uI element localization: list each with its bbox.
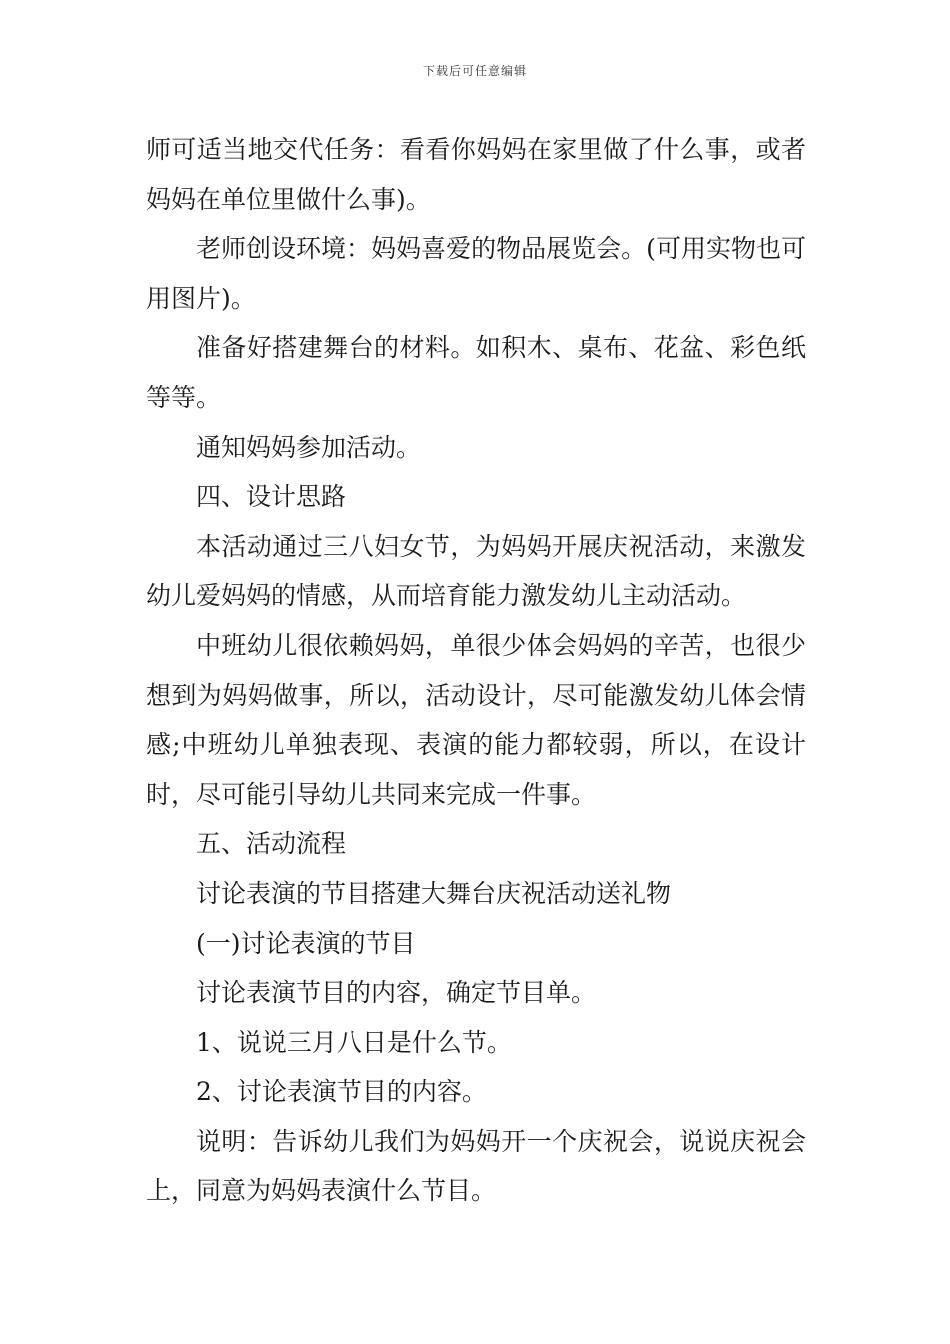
section-heading-process: 五、活动流程 xyxy=(196,829,347,859)
document-body xyxy=(146,125,806,1216)
subheading-discuss-program: (一)讨论表演的节目 xyxy=(196,928,416,958)
paragraph-design-rationale: 中班幼儿很依赖妈妈，单很少体会妈妈的辛苦，也很少想到为妈妈做事，所以，活动设计，尽可能激发幼儿体会情感;中班幼儿单独表现、表演的能力都较弱，所以，在设计时，尽可能引导幼儿共同来完成一件事。 xyxy=(146,630,806,809)
paragraph-program-list: 讨论表演节目的内容，确定节目单。 xyxy=(196,978,597,1008)
paragraph-continuation: 师可适当地交代任务：看看你妈妈在家里做了什么事，或者妈妈在单位里做什么事)。 xyxy=(146,135,806,214)
paragraph-stage-materials: 准备好搭建舞台的材料。如积木、桌布、花盆、彩色纸等等。 xyxy=(146,333,806,412)
paragraph-environment: 老师创设环境：妈妈喜爱的物品展览会。(可用实物也可用图片)。 xyxy=(146,234,806,313)
paragraph-explanation: 说明：告诉幼儿我们为妈妈开一个庆祝会，说说庆祝会上，同意为妈妈表演什么节目。 xyxy=(146,1126,806,1206)
section-heading-design: 四、设计思路 xyxy=(196,482,347,512)
list-item-1: 1、说说三月八日是什么节。 xyxy=(196,1027,512,1057)
page-header: 下载后可任意编辑 xyxy=(422,64,527,78)
paragraph-notify-mothers: 通知妈妈参加活动。 xyxy=(196,432,422,462)
paragraph-process-overview: 讨论表演的节目搭建大舞台庆祝活动送礼物 xyxy=(196,878,672,908)
paragraph-design-purpose: 本活动通过三八妇女节，为妈妈开展庆祝活动，来激发幼儿爱妈妈的情感，从而培育能力激发幼儿主动活动。 xyxy=(146,531,806,611)
list-item-2: 2、讨论表演节目的内容。 xyxy=(196,1077,487,1107)
